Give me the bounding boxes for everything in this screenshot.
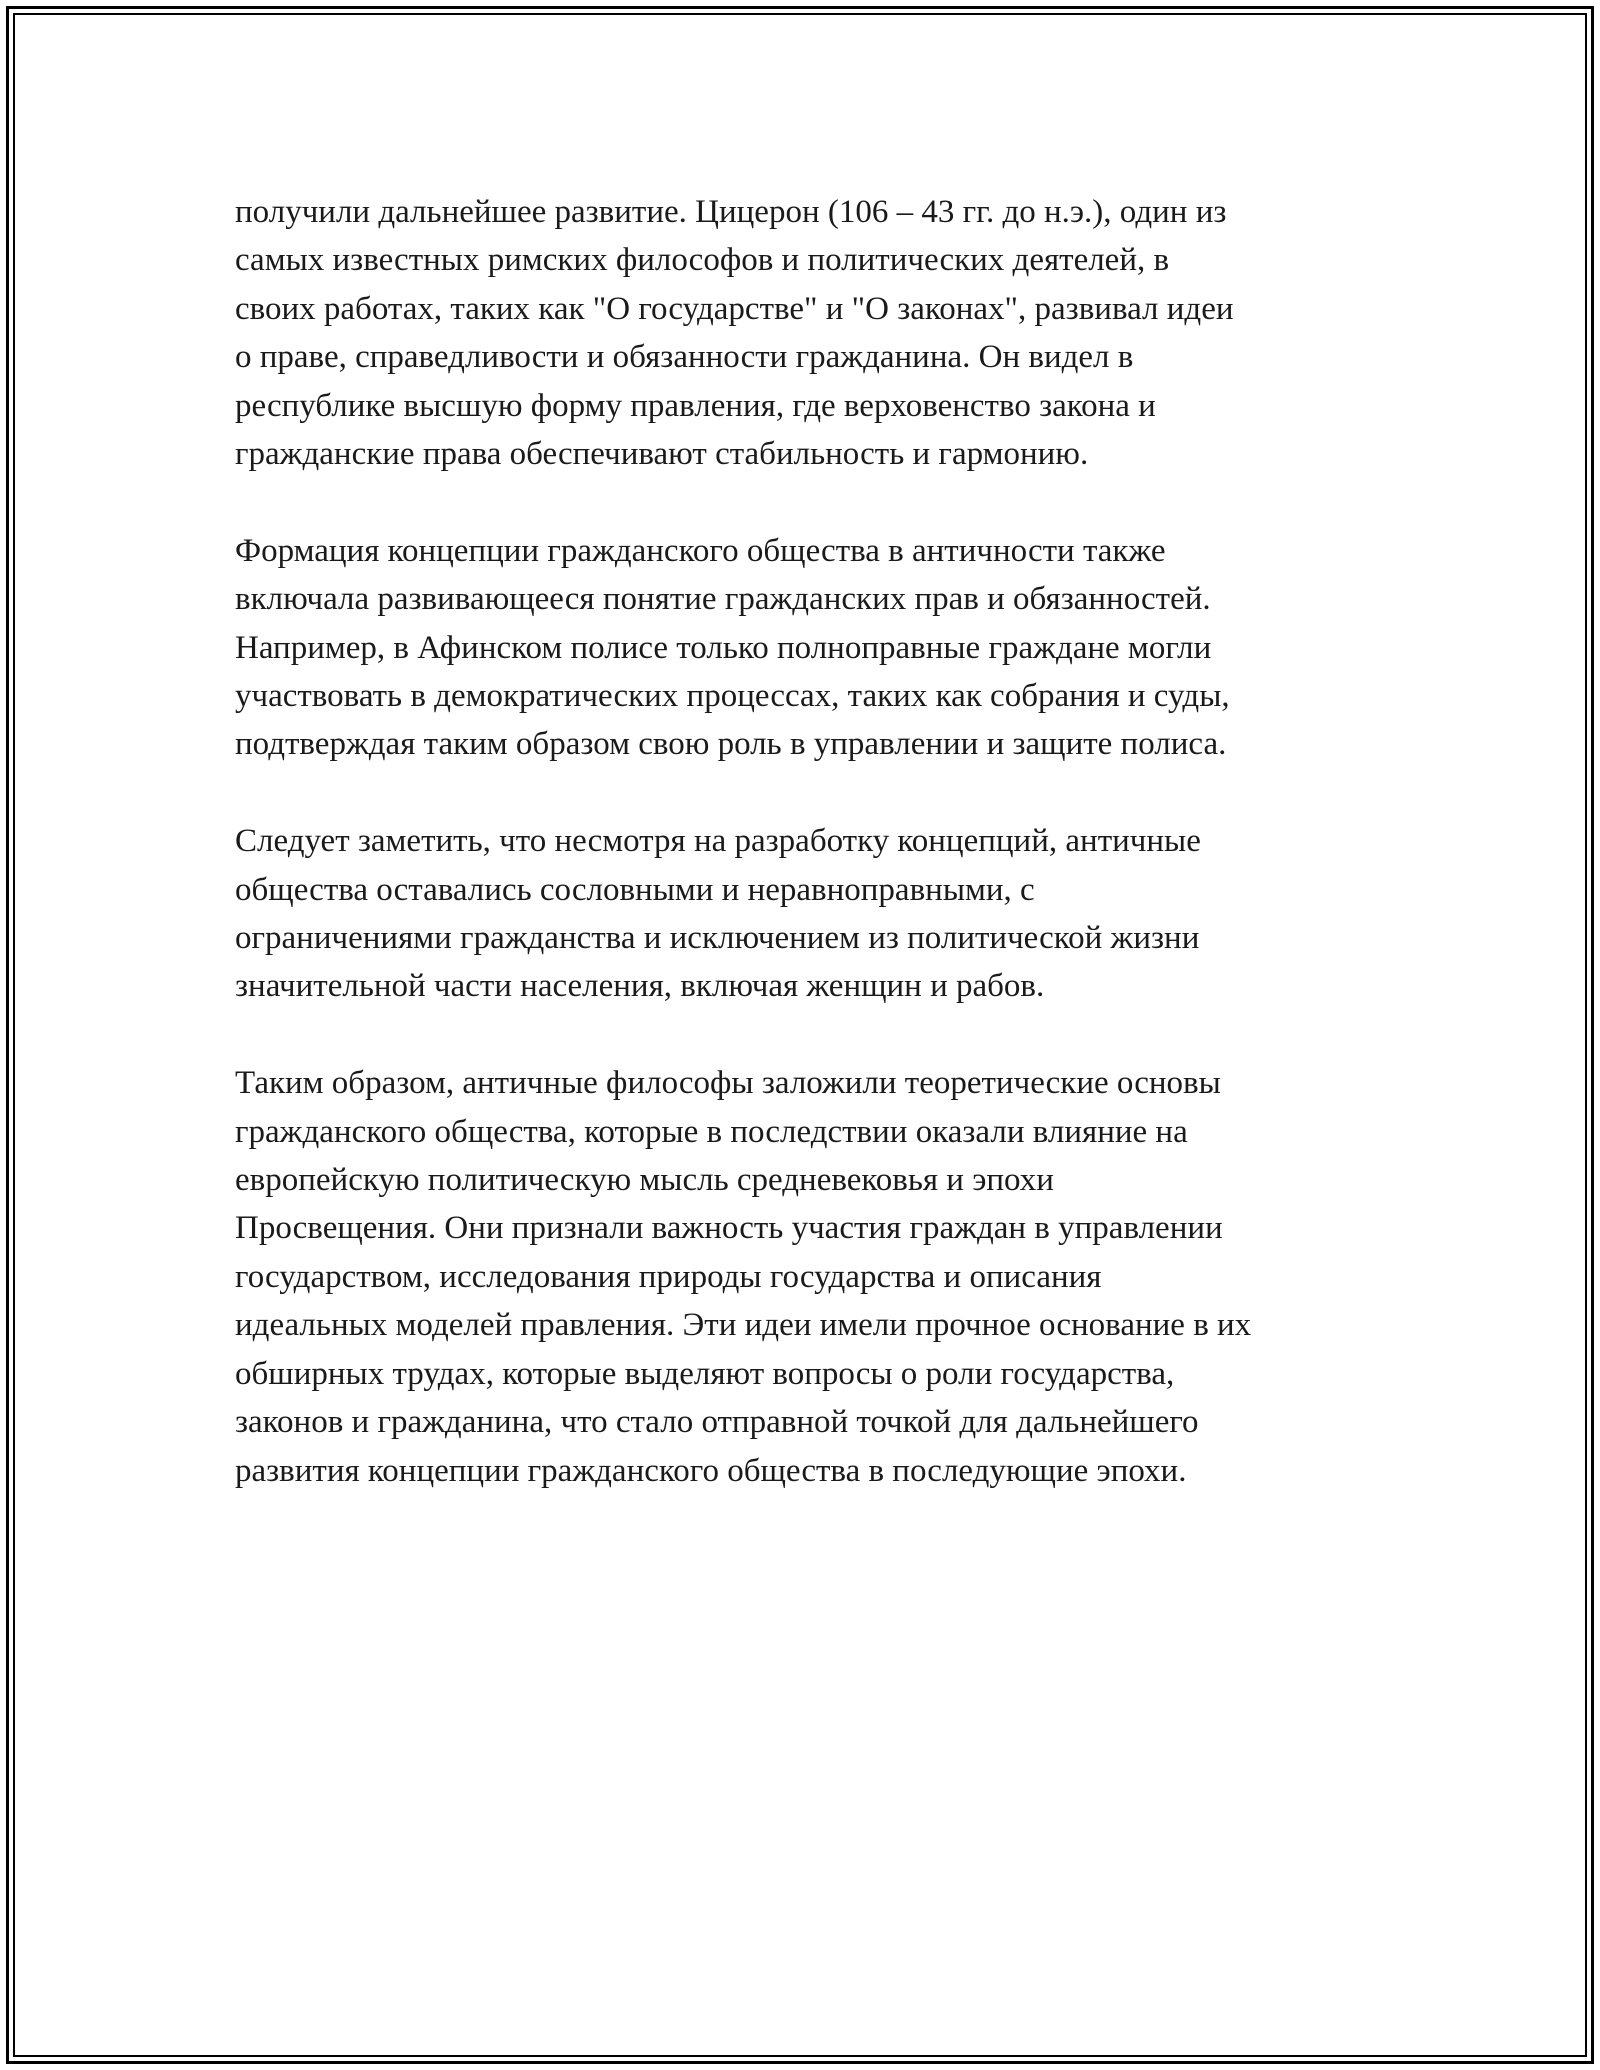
text-line: участвовать в демократических процессах, таких как собрания и суды, — [235, 678, 1230, 715]
text-line: подтверждая таким образом свою роль в управлении и защите полиса. — [235, 726, 1227, 763]
text-line: европейскую политическую мысль средневековья и эпохи — [235, 1162, 1054, 1199]
text-line: гражданского общества, которые в последствии оказали влияние на — [235, 1113, 1188, 1150]
text-line: Просвещения. Они признали важность участия граждан в управлении — [235, 1210, 1223, 1247]
document-body — [235, 188, 1385, 1495]
text-line: обширных трудах, которые выделяют вопросы о роли государства, — [235, 1355, 1175, 1392]
paragraph — [235, 1059, 1385, 1495]
text-line: включала развивающееся понятие гражданских прав и обязанностей. — [235, 581, 1211, 618]
text-line: законов и гражданина, что стало отправной точкой для дальнейшего — [235, 1404, 1199, 1441]
text-line: государством, исследования природы государства и описания — [235, 1258, 1102, 1295]
text-line: развития концепции гражданского общества в последующие эпохи. — [235, 1452, 1187, 1489]
paragraph — [235, 817, 1385, 1011]
paragraph — [235, 527, 1385, 769]
text-line: Таким образом, античные философы заложили теоретические основы — [235, 1065, 1221, 1102]
text-line: гражданские права обеспечивают стабильность и гармонию. — [235, 436, 1089, 473]
text-line: общества оставались сословными и неравноправными, с — [235, 871, 1035, 908]
text-line: идеальных моделей правления. Эти идеи имели прочное основание в их — [235, 1307, 1252, 1344]
text-line: значительной части населения, включая женщин и рабов. — [235, 968, 1045, 1005]
text-line: своих работах, таких как "О государстве" и "О законах", развивал идеи — [235, 290, 1234, 327]
text-line: получили дальнейшее развитие. Цицерон (106 – 43 гг. до н.э.), один из — [235, 194, 1227, 230]
text-line: самых известных римских философов и политических деятелей, в — [235, 242, 1170, 279]
text-line: Формация концепции гражданского общества в античности также — [235, 532, 1166, 569]
text-line: Например, в Афинском полисе только полноправные граждане могли — [235, 629, 1212, 666]
text-line: ограничениями гражданства и исключением из политической жизни — [235, 920, 1200, 957]
text-line: Следует заметить, что несмотря на разработку концепций, античные — [235, 823, 1201, 860]
text-line: республике высшую форму правления, где верховенство закона и — [235, 387, 1156, 424]
paragraph — [235, 188, 1385, 478]
text-line: о праве, справедливости и обязанности гражданина. Он видел в — [235, 339, 1134, 376]
